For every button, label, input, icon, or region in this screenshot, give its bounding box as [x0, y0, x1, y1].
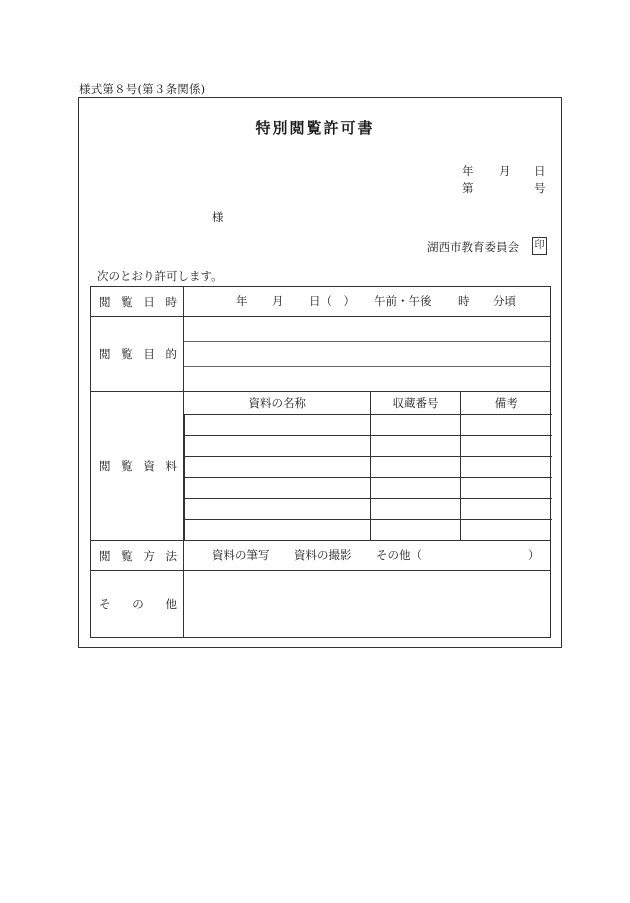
- method-option-transcribe[interactable]: 資料の筆写: [212, 548, 270, 562]
- permit-table: [90, 286, 551, 638]
- remarks-cell[interactable]: [461, 436, 552, 457]
- issuer-name: 湖西市教育委員会: [427, 240, 519, 254]
- material-row: [185, 415, 552, 436]
- date-month-label: 月: [499, 164, 511, 178]
- date-year-label: 年: [462, 164, 474, 178]
- remarks-cell[interactable]: [461, 415, 552, 436]
- collection-number-cell[interactable]: [371, 436, 461, 457]
- row-purpose: [91, 317, 551, 392]
- material-name-cell[interactable]: [185, 415, 371, 436]
- addressee-suffix: 様: [212, 210, 224, 224]
- purpose-line[interactable]: [184, 367, 550, 391]
- remarks-cell[interactable]: [461, 478, 552, 499]
- form-title: 特別閲覧許可書: [255, 119, 375, 137]
- purpose-line[interactable]: [184, 342, 550, 367]
- col-remarks: 備考: [461, 392, 552, 415]
- remarks-cell[interactable]: [461, 520, 552, 541]
- remarks-cell[interactable]: [461, 499, 552, 520]
- label-purpose: 閲 覧 目 的: [91, 317, 184, 392]
- method-other-close: ）: [528, 548, 540, 562]
- material-row: [185, 457, 552, 478]
- row-other: [91, 571, 551, 638]
- dt-month: 月: [272, 294, 284, 308]
- dt-hour: 時: [458, 294, 470, 308]
- material-name-cell[interactable]: [185, 478, 371, 499]
- col-collection-number: 収蔵番号: [371, 392, 461, 415]
- method-option-photograph[interactable]: 資料の撮影: [294, 548, 352, 562]
- materials-field: [184, 392, 551, 541]
- form-reference: 様式第８号(第３条関係): [79, 82, 206, 96]
- collection-number-cell[interactable]: [371, 457, 461, 478]
- dt-year: 年: [236, 294, 248, 308]
- collection-number-cell[interactable]: [371, 478, 461, 499]
- material-row: [185, 436, 552, 457]
- collection-number-cell[interactable]: [371, 499, 461, 520]
- material-name-cell[interactable]: [185, 457, 371, 478]
- number-prefix: 第: [462, 181, 474, 195]
- label-method: 閲 覧 方 法: [91, 541, 184, 571]
- datetime-field[interactable]: [184, 287, 551, 317]
- collection-number-cell[interactable]: [371, 415, 461, 436]
- dt-day: 日（ ）: [309, 294, 355, 308]
- row-materials: [91, 392, 551, 541]
- row-method: [91, 541, 551, 571]
- remarks-cell[interactable]: [461, 457, 552, 478]
- label-datetime: 閲 覧 日 時: [91, 287, 184, 317]
- number-suffix: 号: [534, 181, 546, 195]
- seal-box: 印: [532, 237, 547, 255]
- purpose-field[interactable]: [184, 317, 551, 392]
- label-materials: 閲 覧 資 料: [91, 392, 184, 541]
- materials-table: [184, 392, 552, 540]
- other-field[interactable]: [184, 571, 551, 638]
- dt-minute: 分頃: [493, 294, 516, 308]
- material-row: [185, 499, 552, 520]
- material-name-cell[interactable]: [185, 436, 371, 457]
- col-material-name: 資料の名称: [185, 392, 371, 415]
- material-row: [185, 520, 552, 541]
- method-field: [184, 541, 551, 571]
- purpose-line[interactable]: [184, 317, 550, 342]
- material-row: [185, 478, 552, 499]
- date-day-label: 日: [534, 164, 546, 178]
- material-name-cell[interactable]: [185, 499, 371, 520]
- intro-text: 次のとおり許可します。: [97, 269, 223, 283]
- dt-ampm: 午前・午後: [374, 294, 432, 308]
- label-other: そ の 他: [91, 571, 184, 638]
- row-datetime: [91, 287, 551, 317]
- method-option-other[interactable]: その他（: [376, 548, 422, 562]
- collection-number-cell[interactable]: [371, 520, 461, 541]
- material-name-cell[interactable]: [185, 520, 371, 541]
